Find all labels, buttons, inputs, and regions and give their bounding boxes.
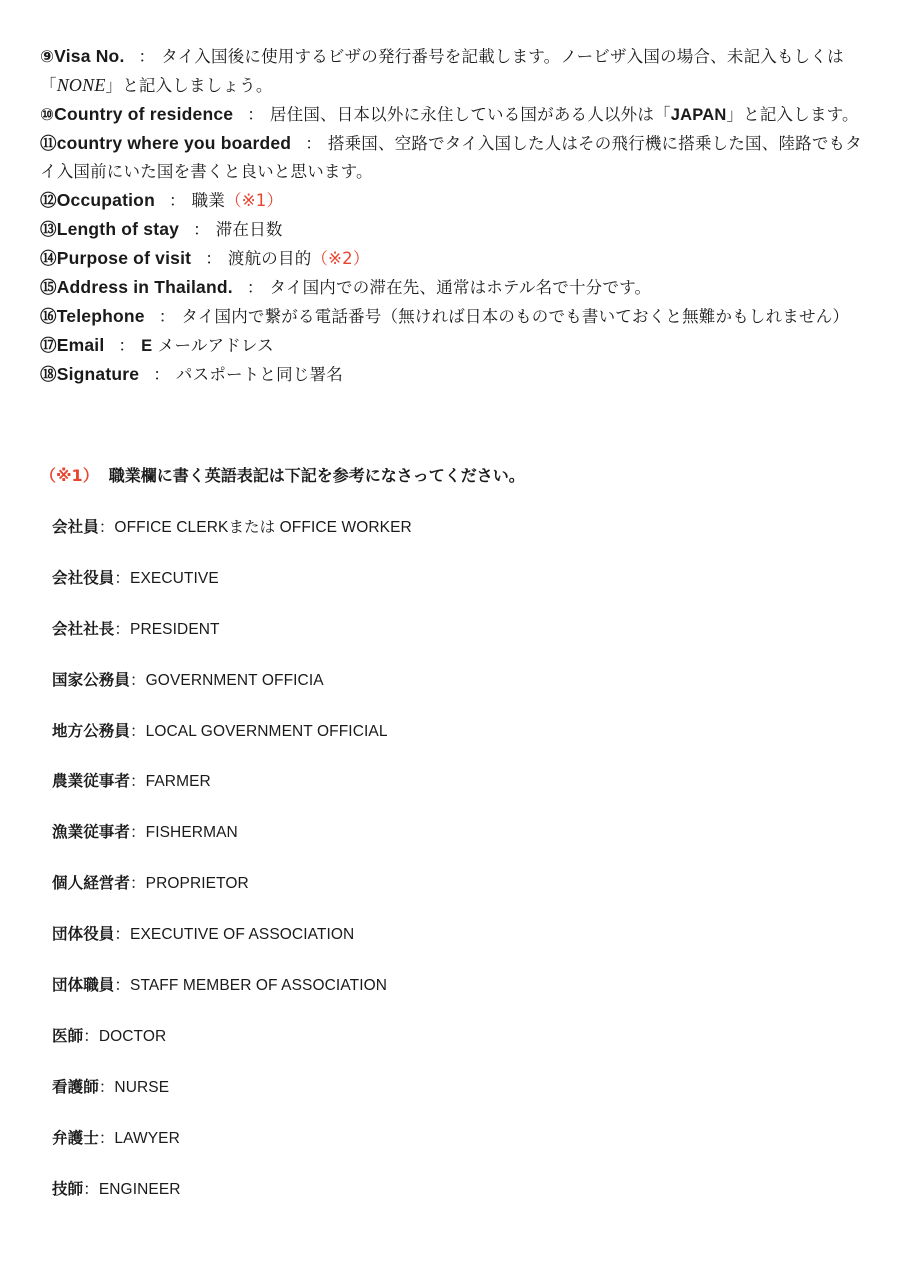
field-explanation: JAPAN <box>670 106 727 124</box>
occupation-separator: ： <box>114 925 131 944</box>
occupation-english: ENGINEER <box>98 1180 181 1198</box>
occupation-english: STAFF MEMBER OF ASSOCIATION <box>130 977 388 995</box>
occupation-separator: ： <box>130 721 146 740</box>
occupation-separator: ： <box>130 874 146 893</box>
occupation-separator: ： <box>130 772 146 791</box>
field-explanation: 渡航の目的 <box>227 249 312 268</box>
occupation-item <box>52 617 412 668</box>
occupation-japanese: 会社社長 <box>52 619 115 638</box>
occupation-item <box>52 871 412 922</box>
field-note-mark: （※1） <box>225 191 284 210</box>
occupation-separator: ： <box>130 670 146 689</box>
field-number: ⑯ <box>40 307 57 326</box>
occupation-separator: ： <box>83 1179 99 1198</box>
field-label: Address in Thailand. <box>56 277 233 297</box>
occupation-item <box>52 820 412 871</box>
occupation-separator: ： <box>98 1128 115 1147</box>
occupation-english: LAWYER <box>114 1129 180 1147</box>
field-colon: ： <box>246 278 264 297</box>
field-label: Country of residence <box>54 104 234 124</box>
occupation-english: GOVERNMENT OFFICIA <box>145 671 324 689</box>
field-explanation: タイ入国後に使用するビザの発行番号を記載します。ノービザ入国の場合、未記入もしくは「 <box>40 47 844 95</box>
field-label: Telephone <box>56 306 145 326</box>
occupation-japanese: 漁業従事者 <box>52 823 131 842</box>
field-number: ⑭ <box>40 249 57 268</box>
field-description <box>40 186 868 215</box>
field-number: ⑫ <box>40 191 57 210</box>
occupation-separator: ： <box>114 619 131 638</box>
occupation-english: OFFICE CLERKまたは OFFICE WORKER <box>114 519 412 536</box>
field-colon: ： <box>205 249 222 268</box>
occupation-item <box>52 922 412 973</box>
field-colon: ： <box>247 105 264 124</box>
field-description <box>40 273 868 302</box>
occupation-separator: ： <box>114 568 131 587</box>
field-explanation: 」と記入します。 <box>726 105 859 124</box>
occupation-japanese: 団体職員 <box>52 976 115 995</box>
field-explanation: タイ国内で繋がる電話番号（無ければ日本のものでも書いておくと無難かもしれません） <box>181 307 850 326</box>
field-explanation: メールアドレス <box>152 336 274 355</box>
field-number: ⑰ <box>40 336 57 355</box>
occupation-item <box>52 668 412 719</box>
field-colon: ： <box>138 47 156 66</box>
occupation-separator: ： <box>98 1077 115 1096</box>
occupation-english: PRESIDENT <box>130 620 220 638</box>
note-heading-text: 職業欄に書く英語表記は下記を参考になさってください。 <box>108 466 525 485</box>
occupation-japanese: 団体役員 <box>52 925 115 944</box>
occupation-english: FISHERMAN <box>145 824 238 842</box>
occupation-japanese: 技師 <box>52 1179 84 1198</box>
field-explanation: タイ国内での滞在先、通常はホテル名で十分です。 <box>269 278 652 297</box>
field-label: Email <box>56 335 105 355</box>
occupation-japanese: 会社員 <box>52 518 99 536</box>
field-explanation: 職業 <box>191 191 226 210</box>
field-explanation: E <box>141 337 153 355</box>
field-number: ⑮ <box>40 278 57 297</box>
field-description <box>40 215 868 244</box>
field-description <box>40 129 868 186</box>
occupation-japanese: 弁護士 <box>52 1128 99 1147</box>
field-number: ⑪ <box>40 134 57 153</box>
occupation-separator: ： <box>114 976 131 995</box>
field-colon: ： <box>168 191 186 210</box>
field-explanation: 」と記入しましょう。 <box>105 76 273 95</box>
field-colon: ： <box>193 220 210 239</box>
occupation-japanese: 会社役員 <box>52 568 115 587</box>
occupation-japanese: 医師 <box>52 1026 84 1045</box>
field-description <box>40 331 868 360</box>
field-label: Visa No. <box>54 46 125 66</box>
occupation-item <box>52 1024 412 1075</box>
occupation-english: PROPRIETOR <box>145 875 249 893</box>
field-number: ⑬ <box>40 220 57 239</box>
field-number: ⑨ <box>40 47 55 66</box>
occupation-english: FARMER <box>145 773 211 791</box>
occupation-item <box>52 719 412 770</box>
field-number: ⑱ <box>40 365 57 384</box>
occupation-japanese: 国家公務員 <box>52 670 131 689</box>
field-label: Purpose of visit <box>56 248 192 268</box>
form-field-descriptions <box>40 42 868 389</box>
field-colon: ： <box>305 134 322 153</box>
field-explanation: パスポートと同じ署名 <box>175 365 343 384</box>
occupation-item <box>52 1075 412 1126</box>
occupation-english: LOCAL GOVERNMENT OFFICIAL <box>145 722 388 740</box>
occupation-item <box>52 769 412 820</box>
occupation-japanese: 地方公務員 <box>52 721 131 740</box>
field-explanation: NONE <box>56 75 106 95</box>
occupation-english: EXECUTIVE OF ASSOCIATION <box>130 926 355 944</box>
occupation-list <box>52 515 412 1227</box>
field-colon: ： <box>118 336 136 355</box>
field-label: country where you boarded <box>56 133 292 153</box>
occupation-item <box>52 566 412 617</box>
field-explanation: 搭乗国、空路でタイ入国した人はその飛行機に搭乗した国、陸路でもタイ入国前にいた国を書くと良いと思います。 <box>40 134 862 181</box>
field-description <box>40 302 868 331</box>
occupation-item <box>52 515 412 566</box>
occupation-separator: ： <box>130 823 146 842</box>
occupation-note-heading <box>40 463 525 486</box>
field-description <box>40 244 868 273</box>
occupation-item <box>52 1126 412 1177</box>
occupation-item <box>52 1177 412 1228</box>
field-explanation: 滞在日数 <box>215 220 283 239</box>
field-description <box>40 360 868 389</box>
occupation-item <box>52 973 412 1024</box>
occupation-japanese: 看護師 <box>52 1077 99 1096</box>
occupation-japanese: 個人経営者 <box>52 874 131 893</box>
occupation-separator: ： <box>83 1026 99 1045</box>
field-description <box>40 42 868 100</box>
occupation-japanese: 農業従事者 <box>52 772 131 791</box>
field-colon: ： <box>153 365 170 384</box>
occupation-english: DOCTOR <box>98 1027 167 1045</box>
field-label: Occupation <box>56 190 155 210</box>
field-label: Signature <box>56 364 140 384</box>
field-colon: ： <box>158 307 176 326</box>
field-description <box>40 100 868 129</box>
occupation-separator: ： <box>98 518 115 536</box>
note-mark: （※1） <box>40 466 99 485</box>
field-explanation: 居住国、日本以外に永住している国がある人以外は「 <box>269 105 671 124</box>
occupation-english: NURSE <box>114 1078 170 1096</box>
field-number: ⑩ <box>40 105 55 124</box>
field-note-mark: （※2） <box>311 249 370 268</box>
occupation-english: EXECUTIVE <box>130 569 219 587</box>
field-label: Length of stay <box>56 219 180 239</box>
